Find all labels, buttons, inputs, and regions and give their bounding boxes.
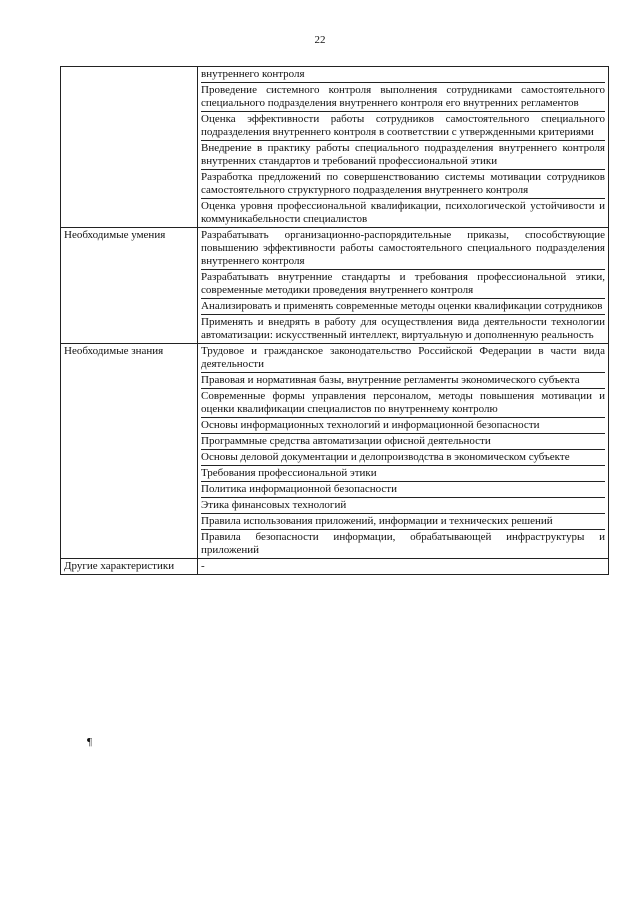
list-item: Внедрение в практику работы специального подразделения внутреннего контроля внутренних стандартов и требований профессиональной этики — [201, 142, 605, 167]
qualification-table — [60, 66, 609, 575]
list-item: Этика финансовых технологий — [201, 497, 605, 513]
list-item: Правила использования приложений, информации и технических решений — [201, 513, 605, 529]
row-label: Необходимые знания — [61, 344, 198, 559]
list-item: Оценка уровня профессиональной квалификации, психологической устойчивости и коммуникабельности специалистов — [201, 200, 605, 225]
list-item: Политика информационной безопасности — [201, 481, 605, 497]
table-row — [61, 559, 609, 575]
table-row — [61, 344, 609, 559]
list-item: Программные средства автоматизации офисной деятельности — [201, 433, 605, 449]
list-item: Основы деловой документации и делопроизводства в экономическом субъекте — [201, 449, 605, 465]
list-item: внутреннего контроля — [201, 68, 305, 80]
list-item: Анализировать и применять современные методы оценки квалификации сотрудников — [201, 298, 605, 314]
list-item: Разработка предложений по совершенствованию системы мотивации сотрудников самостоятельного структурного подразделения внутреннего контроля — [201, 171, 605, 196]
row-label: Необходимые умения — [61, 228, 198, 344]
list-item: Основы информационных технологий и информационной безопасности — [201, 417, 605, 433]
list-item: Трудовое и гражданское законодательство Российской Федерации в части вида деятельности — [201, 345, 605, 370]
row-items — [198, 67, 609, 228]
list-item: Требования профессиональной этики — [201, 465, 605, 481]
table-row — [61, 228, 609, 344]
list-item: Оценка эффективности работы сотрудников самостоятельного специального подразделения внутреннего контроля в соответствии с утвержденными критериями — [201, 113, 605, 138]
list-item: Разрабатывать внутренние стандарты и требования профессиональной этики, современные методики проведения внутреннего контроля — [201, 271, 605, 296]
list-item: Проведение системного контроля выполнения сотрудниками самостоятельного специального подразделения внутреннего контроля его внутренних регламентов — [201, 84, 605, 109]
row-label: Другие характеристики — [61, 559, 198, 575]
table-row — [61, 67, 609, 228]
footer-mark: ¶ — [87, 736, 92, 748]
row-items — [198, 559, 609, 575]
row-items — [198, 228, 609, 344]
row-items — [198, 344, 609, 559]
list-item: - — [201, 560, 205, 572]
row-label — [61, 67, 198, 228]
list-item: Правила безопасности информации, обрабатывающей инфраструктуры и приложений — [201, 531, 605, 556]
list-item: Применять и внедрять в работу для осуществления вида деятельности технологии автоматизации: искусственный интеллект, виртуальную и дополненную реальность — [201, 316, 605, 341]
list-item: Правовая и нормативная базы, внутренние регламенты экономического субъекта — [201, 372, 605, 388]
page-number: 22 — [314, 34, 326, 46]
list-item: Разрабатывать организационно-распорядительные приказы, способствующие повышению эффективности работы самостоятельного специального подразделения внутреннего контроля — [201, 229, 605, 267]
list-item: Современные формы управления персоналом, методы повышения мотивации и оценки квалификации специалистов по внутреннему контролю — [201, 390, 605, 415]
